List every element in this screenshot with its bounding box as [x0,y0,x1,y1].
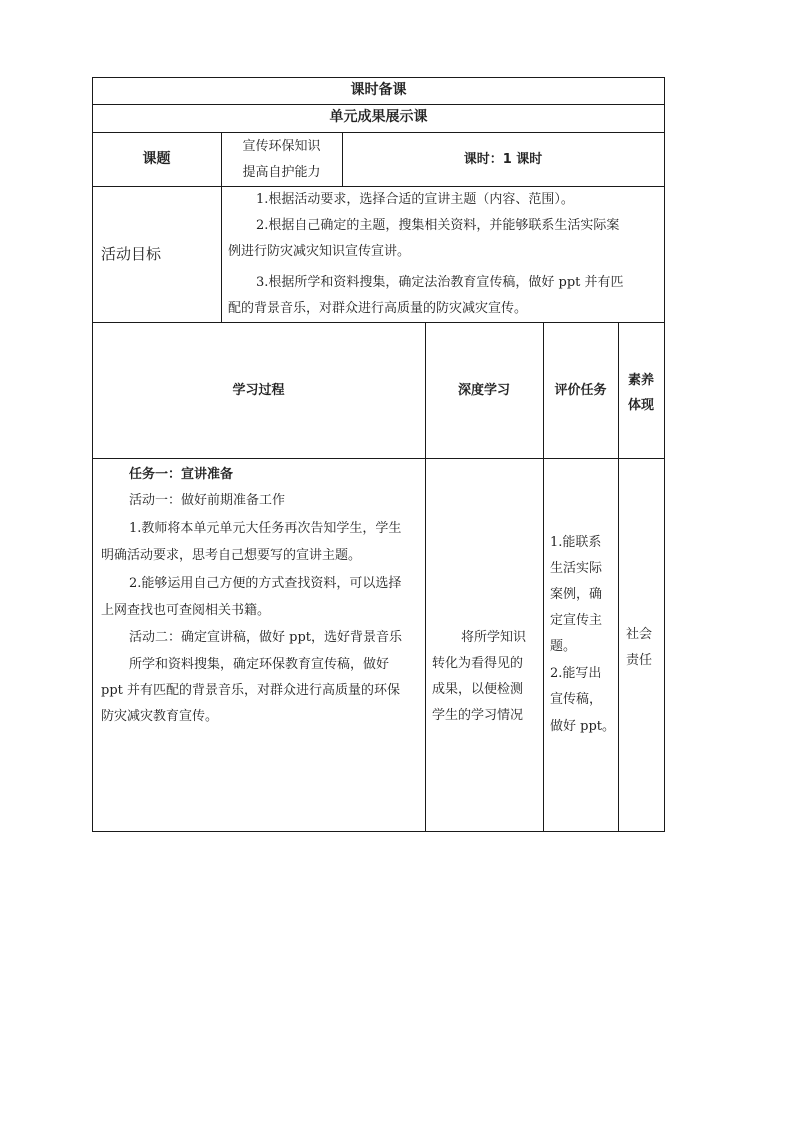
col-header-literacy: 体现 [627,398,654,413]
task-title: 任务一：宣讲准备 [129,467,234,482]
topic-line-1: 宣传环保知识 [242,139,321,154]
row-divider [92,132,665,133]
deep-learning-line: 转化为看得见的 [432,656,524,671]
col-header-deep-learning: 深度学习 [457,383,510,398]
evaluation-line: 做好 ppt。 [550,719,616,734]
goal-line: 2.根据自己确定的主题，搜集相关资料，并能够联系生活实际案 [256,218,620,233]
process-line: 所学和资料搜集，确定环保教育宣传稿，做好 [129,657,390,672]
topic-line-2: 提高自护能力 [242,165,321,180]
process-line: 上网查找也可查阅相关书籍。 [101,603,271,618]
col-header-literacy: 素养 [627,373,654,388]
goals-label: 活动目标 [101,245,162,263]
goal-line: 3.根据所学和资料搜集，确定法治教育宣传稿，做好 ppt 并有匹 [256,275,624,290]
unit-title: 单元成果展示课 [329,109,428,125]
lesson-heading: 课时备课 [350,82,407,98]
goal-line: 1.根据活动要求，选择合适的宣讲主题（内容、范围）。 [256,192,574,207]
evaluation-line: 宣传稿， [550,692,603,707]
process-line: ppt 并有匹配的背景音乐，对群众进行高质量的环保 [101,683,401,698]
process-line: 活动一：做好前期准备工作 [129,493,286,508]
process-line: 活动二：确定宣讲稿，做好 ppt，选好背景音乐 [129,630,403,645]
goal-line: 配的背景音乐，对群众进行高质量的防灾减灾宣传。 [228,301,528,316]
evaluation-line: 1.能联系 [550,535,602,550]
deep-learning-line: 学生的学习情况 [432,708,524,723]
deep-learning-line: 成果，以便检测 [432,682,524,697]
literacy-value-line: 责任 [626,653,653,668]
row-divider [92,458,665,459]
process-line: 2.能够运用自己方便的方式查找资料，可以选择 [129,576,402,591]
evaluation-line: 题。 [550,639,577,654]
process-line: 1.教师将本单元单元大任务再次告知学生，学生 [129,521,402,536]
col-divider [221,186,222,322]
evaluation-line: 2.能写出 [550,666,602,681]
literacy-value-line: 社会 [626,627,653,642]
process-line: 明确活动要求，思考自己想要写的宣讲主题。 [101,548,362,563]
table-border-bottom [92,831,665,832]
lesson-period: 课时：1 课时 [463,152,543,167]
topic-label: 课题 [142,151,171,167]
evaluation-line: 生活实际 [550,561,603,576]
goal-line: 例进行防灾减灾知识宣传宣讲。 [228,244,411,259]
col-header-process: 学习过程 [232,383,285,398]
deep-learning-line: 将所学知识 [461,630,527,645]
col-header-evaluation: 评价任务 [554,383,607,398]
evaluation-line: 案例，确 [550,587,603,602]
process-line: 防灾减灾教育宣传。 [101,709,219,724]
table-border-left [92,77,93,832]
table-border-right [664,77,665,832]
row-divider [92,322,665,323]
evaluation-line: 定宣传主 [550,613,603,628]
